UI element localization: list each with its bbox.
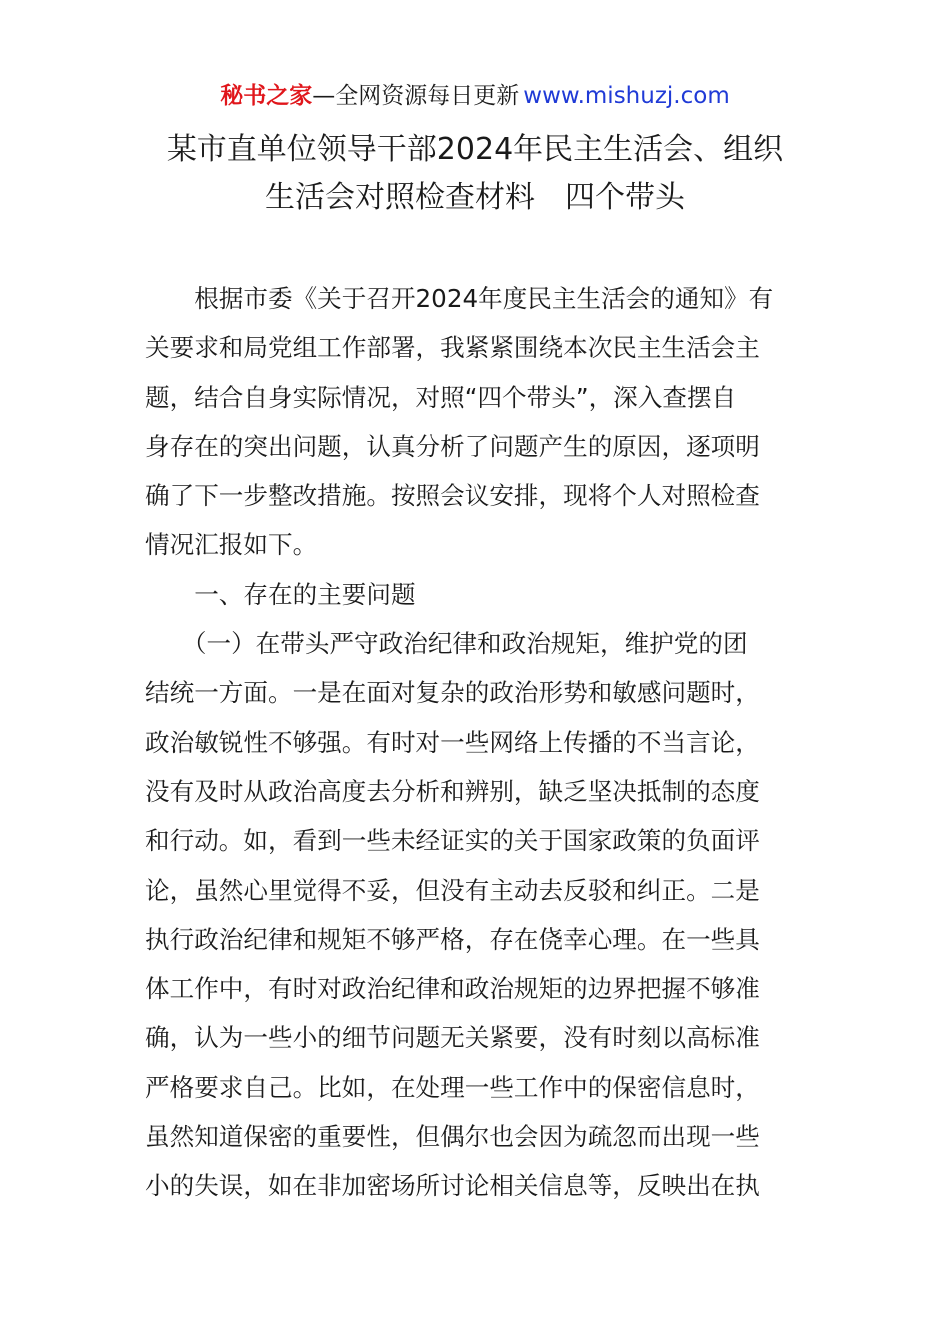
body-line: 身存在的突出问题，认真分析了问题产生的原因，逐项明 bbox=[145, 431, 760, 461]
body-line: 严格要求自己。比如，在处理一些工作中的保密信息时， bbox=[145, 1072, 760, 1102]
body-line: 执行政治纪律和规矩不够严格，存在侥幸心理。在一些具 bbox=[145, 924, 760, 954]
body-line: 论，虽然心里觉得不妥，但没有主动去反驳和纠正。二是 bbox=[145, 875, 760, 905]
body-line: 根据市委《关于召开2024年度民主生活会的通知》有 bbox=[145, 284, 774, 313]
body-line: （一）在带头严守政治纪律和政治规矩，维护党的团 bbox=[145, 629, 748, 659]
body-line: 政治敏锐性不够强。有时对一些网络上传播的不当言论， bbox=[145, 727, 760, 757]
body-line: 结统一方面。一是在面对复杂的政治形势和敏感问题时， bbox=[145, 678, 760, 708]
body-line: 没有及时从政治高度去分析和辨别，缺乏坚决抵制的态度 bbox=[145, 776, 760, 806]
page-header bbox=[0, 80, 950, 112]
body-line: 情况汇报如下。 bbox=[145, 530, 318, 560]
body-line: 题，结合自身实际情况，对照“四个带头”，深入查摆自 bbox=[145, 382, 737, 412]
title-line-1: 某市直单位领导干部2024年民主生活会、组织 bbox=[166, 132, 784, 167]
body-line: 确，认为一些小的细节问题无关紧要，没有时刻以高标准 bbox=[145, 1023, 760, 1053]
brand-name: 秘书之家 bbox=[220, 83, 313, 109]
document-body bbox=[145, 274, 810, 1211]
title-line-2: 生活会对照检查材料 四个带头 bbox=[265, 180, 685, 215]
body-line: 确了下一步整改措施。按照会议安排，现将个人对照检查 bbox=[145, 481, 760, 511]
body-line: 虽然知道保密的重要性，但偶尔也会因为疏忽而出现一些 bbox=[145, 1122, 760, 1152]
body-line: 体工作中，有时对政治纪律和政治规矩的边界把握不够准 bbox=[145, 974, 760, 1004]
section-heading: 一、存在的主要问题 bbox=[145, 579, 416, 609]
body-line: 和行动。如，看到一些未经证实的关于国家政策的负面评 bbox=[145, 826, 760, 856]
document-title bbox=[100, 126, 850, 222]
body-line: 小的失误，如在非加密场所讨论相关信息等，反映出在执 bbox=[145, 1171, 760, 1201]
body-line: 关要求和局党组工作部署，我紧紧围绕本次民主生活会主 bbox=[145, 333, 760, 363]
header-tagline: —全网资源每日更新 bbox=[312, 83, 520, 109]
site-url[interactable]: www.mishuzj.com bbox=[523, 83, 730, 109]
